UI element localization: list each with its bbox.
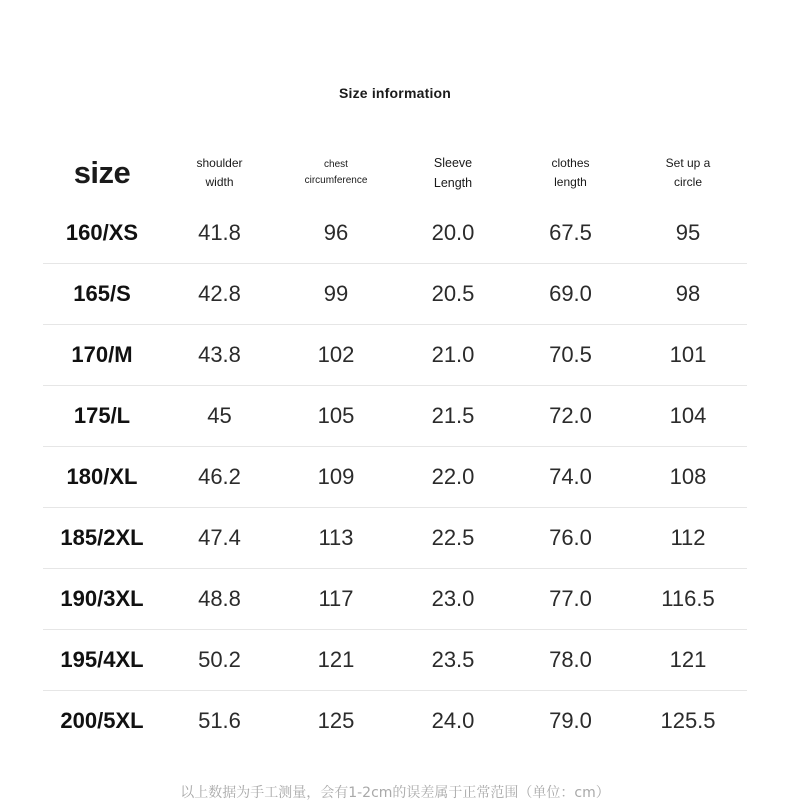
chest-cell: 96 [323,220,349,245]
sleeve-length-cell: 20.5 [394,264,512,325]
circle-cell: 112 [629,508,747,569]
clothes-length-cell: 70.5 [512,325,629,386]
sleeve-length-cell: 23.0 [394,569,512,630]
header-shoulder-width [161,142,278,203]
header-sleeve-length-line2: Length [433,175,473,190]
header-set-up-circle-line2: circle [673,174,702,189]
table-header [43,142,747,203]
sleeve-length-cell: 22.0 [394,447,512,508]
circle-cell: 108 [629,447,747,508]
header-shoulder-width-line2: width [205,174,234,189]
shoulder-width-cell: 41.8 [198,220,241,245]
chest-cell: 99 [278,264,394,325]
sleeve-length-cell: 21.5 [394,386,512,447]
shoulder-width-cell: 51.6 [161,691,278,752]
header-size: size [73,154,131,190]
sleeve-length-cell: 23.5 [394,630,512,691]
shoulder-width-cell: 47.4 [161,508,278,569]
header-set-up-circle [629,142,747,203]
header-set-up-circle-line1: Set up a [665,155,711,170]
clothes-length-cell: 74.0 [512,447,629,508]
circle-cell: 101 [629,325,747,386]
header-chest-circumference [278,142,394,203]
chest-cell: 121 [278,630,394,691]
chest-cell: 102 [278,325,394,386]
sleeve-length-cell: 20.0 [431,220,475,245]
table-row [43,508,747,569]
circle-cell: 98 [629,264,747,325]
measurement-footnote: 以上数据为手工测量，会有1-2cm的误差属于正常范围（单位：cm） [180,785,610,801]
table-row [43,325,747,386]
table-row [43,569,747,630]
shoulder-width-cell: 43.8 [161,325,278,386]
circle-cell: 125.5 [629,691,747,752]
header-sleeve-length-line1: Sleeve [433,155,473,170]
circle-cell: 104 [629,386,747,447]
chest-cell: 117 [278,569,394,630]
size-cell: 195/4XL [43,630,161,691]
chest-cell: 105 [278,386,394,447]
table-row [43,264,747,325]
size-cell: 190/3XL [43,569,161,630]
table-row [43,447,747,508]
header-clothes-length-line1: clothes [551,155,590,170]
circle-cell: 121 [629,630,747,691]
sleeve-length-cell: 24.0 [394,691,512,752]
header-chest-circumference-line2: circumference [304,174,368,186]
table-body [43,203,747,751]
header-clothes-length [512,142,629,203]
chest-cell: 113 [278,508,394,569]
shoulder-width-cell: 42.8 [161,264,278,325]
clothes-length-cell: 72.0 [512,386,629,447]
size-cell: 180/XL [43,447,161,508]
header-shoulder-width-line1: shoulder [196,155,243,170]
clothes-length-cell: 78.0 [512,630,629,691]
size-cell: 185/2XL [43,508,161,569]
shoulder-width-cell: 50.2 [161,630,278,691]
size-cell: 165/S [43,264,161,325]
header-sleeve-length [394,142,512,203]
size-cell: 160/XS [65,220,139,245]
table-row [43,386,747,447]
size-cell: 175/L [43,386,161,447]
sleeve-length-cell: 21.0 [394,325,512,386]
page-title: Size information [338,85,452,101]
sleeve-length-cell: 22.5 [394,508,512,569]
size-cell: 200/5XL [43,691,161,752]
circle-cell: 116.5 [629,569,747,630]
shoulder-width-cell: 46.2 [161,447,278,508]
header-row [43,142,747,203]
clothes-length-cell: 77.0 [512,569,629,630]
table-row [43,203,747,264]
table-row [43,691,747,752]
chest-cell: 125 [278,691,394,752]
clothes-length-cell: 76.0 [512,508,629,569]
header-chest-circumference-line1: chest [324,158,348,170]
clothes-length-cell: 67.5 [549,220,592,245]
clothes-length-cell: 69.0 [512,264,629,325]
header-clothes-length-line2: length [554,174,587,189]
clothes-length-cell: 79.0 [512,691,629,752]
shoulder-width-cell: 45 [161,386,278,447]
chest-cell: 109 [278,447,394,508]
shoulder-width-cell: 48.8 [161,569,278,630]
table-row [43,630,747,691]
circle-cell: 95 [675,220,701,245]
size-chart-table [43,142,747,751]
size-cell: 170/M [43,325,161,386]
